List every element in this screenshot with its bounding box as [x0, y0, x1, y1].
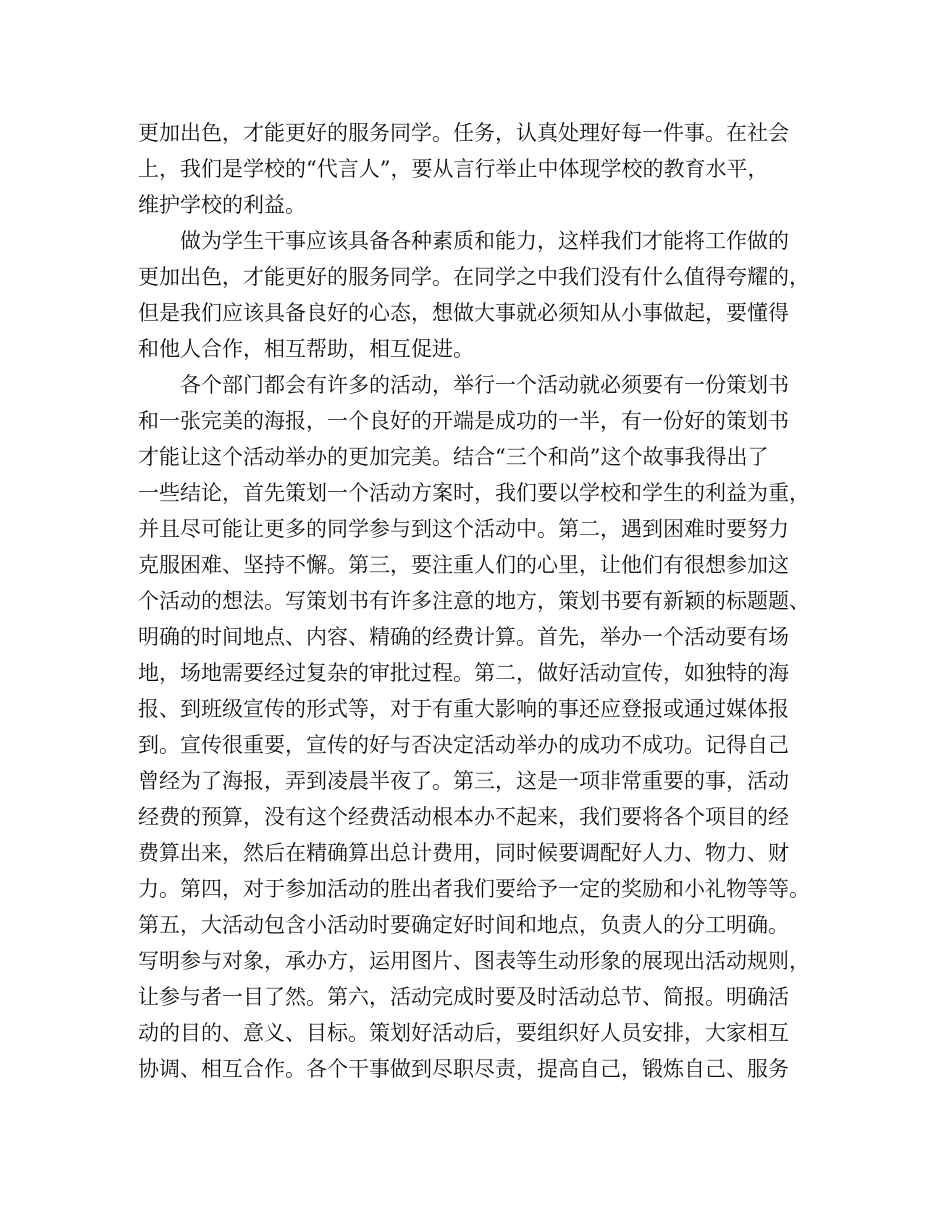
text-line: 上，我们是学校的“代言人”，要从言行举止中体现学校的教育水平， [138, 157, 769, 181]
text-line: 明确的时间地点、内容、精确的经费计算。首先，举办一个活动要有场 [138, 625, 789, 649]
text-line: 写明参与对象，承办方，运用图片、图表等生动形象的展现出活动规则， [138, 949, 810, 973]
text-line: 才能让这个活动举办的更加完美。结合“三个和尚”这个故事我得出了 [138, 445, 769, 469]
text-line: 地，场地需要经过复杂的审批过程。第二，做好活动宣传，如独特的海 [138, 661, 789, 685]
text-line: 第五，大活动包含小活动时要确定好时间和地点，负责人的分工明确。 [138, 913, 789, 937]
text-line: 协调、相互合作。各个干事做到尽职尽责，提高自己，锻炼自己、服务 [138, 1057, 789, 1081]
text-line: 维护学校的利益。 [138, 193, 306, 217]
text-line: 曾经为了海报，弄到凌晨半夜了。第三，这是一项非常重要的事，活动 [138, 769, 789, 793]
text-line: 并且尽可能让更多的同学参与到这个活动中。第二，遇到困难时要努力 [138, 517, 789, 541]
text-line: 动的目的、意义、目标。策划好活动后，要组织好人员安排，大家相互 [138, 1021, 789, 1045]
text-line: 克服困难、坚持不懈。第三，要注重人们的心里，让他们有很想参加这 [138, 553, 789, 577]
text-line: 和他人合作，相互帮助，相互促进。 [138, 337, 474, 361]
text-line: 费算出来，然后在精确算出总计费用，同时候要调配好人力、物力、财 [138, 841, 789, 865]
text-line: 到。宣传很重要，宣传的好与否决定活动举办的成功不成功。记得自己 [138, 733, 789, 757]
text-line: 让参与者一目了然。第六，活动完成时要及时活动总节、简报。明确活 [138, 985, 789, 1009]
text-line: 力。第四，对于参加活动的胜出者我们要给予一定的奖励和小礼物等等。 [138, 877, 810, 901]
text-line: 和一张完美的海报，一个良好的开端是成功的一半，有一份好的策划书 [138, 409, 789, 433]
text-line: 个活动的想法。写策划书有许多注意的地方，策划书要有新颖的标题题、 [138, 589, 810, 613]
text-line: 更加出色，才能更好的服务同学。任务，认真处理好每一件事。在社会 [138, 121, 789, 145]
paragraph-first-line: 各个部门都会有许多的活动，举行一个活动就必须要有一份策划书 [180, 373, 789, 397]
text-line: 经费的预算，没有这个经费活动根本办不起来，我们要将各个项目的经 [138, 805, 789, 829]
paragraph-first-line: 做为学生干事应该具备各种素质和能力，这样我们才能将工作做的 [180, 229, 789, 253]
body-text [138, 115, 818, 1087]
text-line: 报、到班级宣传的形式等，对于有重大影响的事还应登报或通过媒体报 [138, 697, 789, 721]
text-line: 更加出色，才能更好的服务同学。在同学之中我们没有什么值得夸耀的， [138, 265, 810, 289]
text-line: 但是我们应该具备良好的心态，想做大事就必须知从小事做起，要懂得 [138, 301, 789, 325]
text-line: 一些结论，首先策划一个活动方案时，我们要以学校和学生的利益为重， [138, 481, 810, 505]
